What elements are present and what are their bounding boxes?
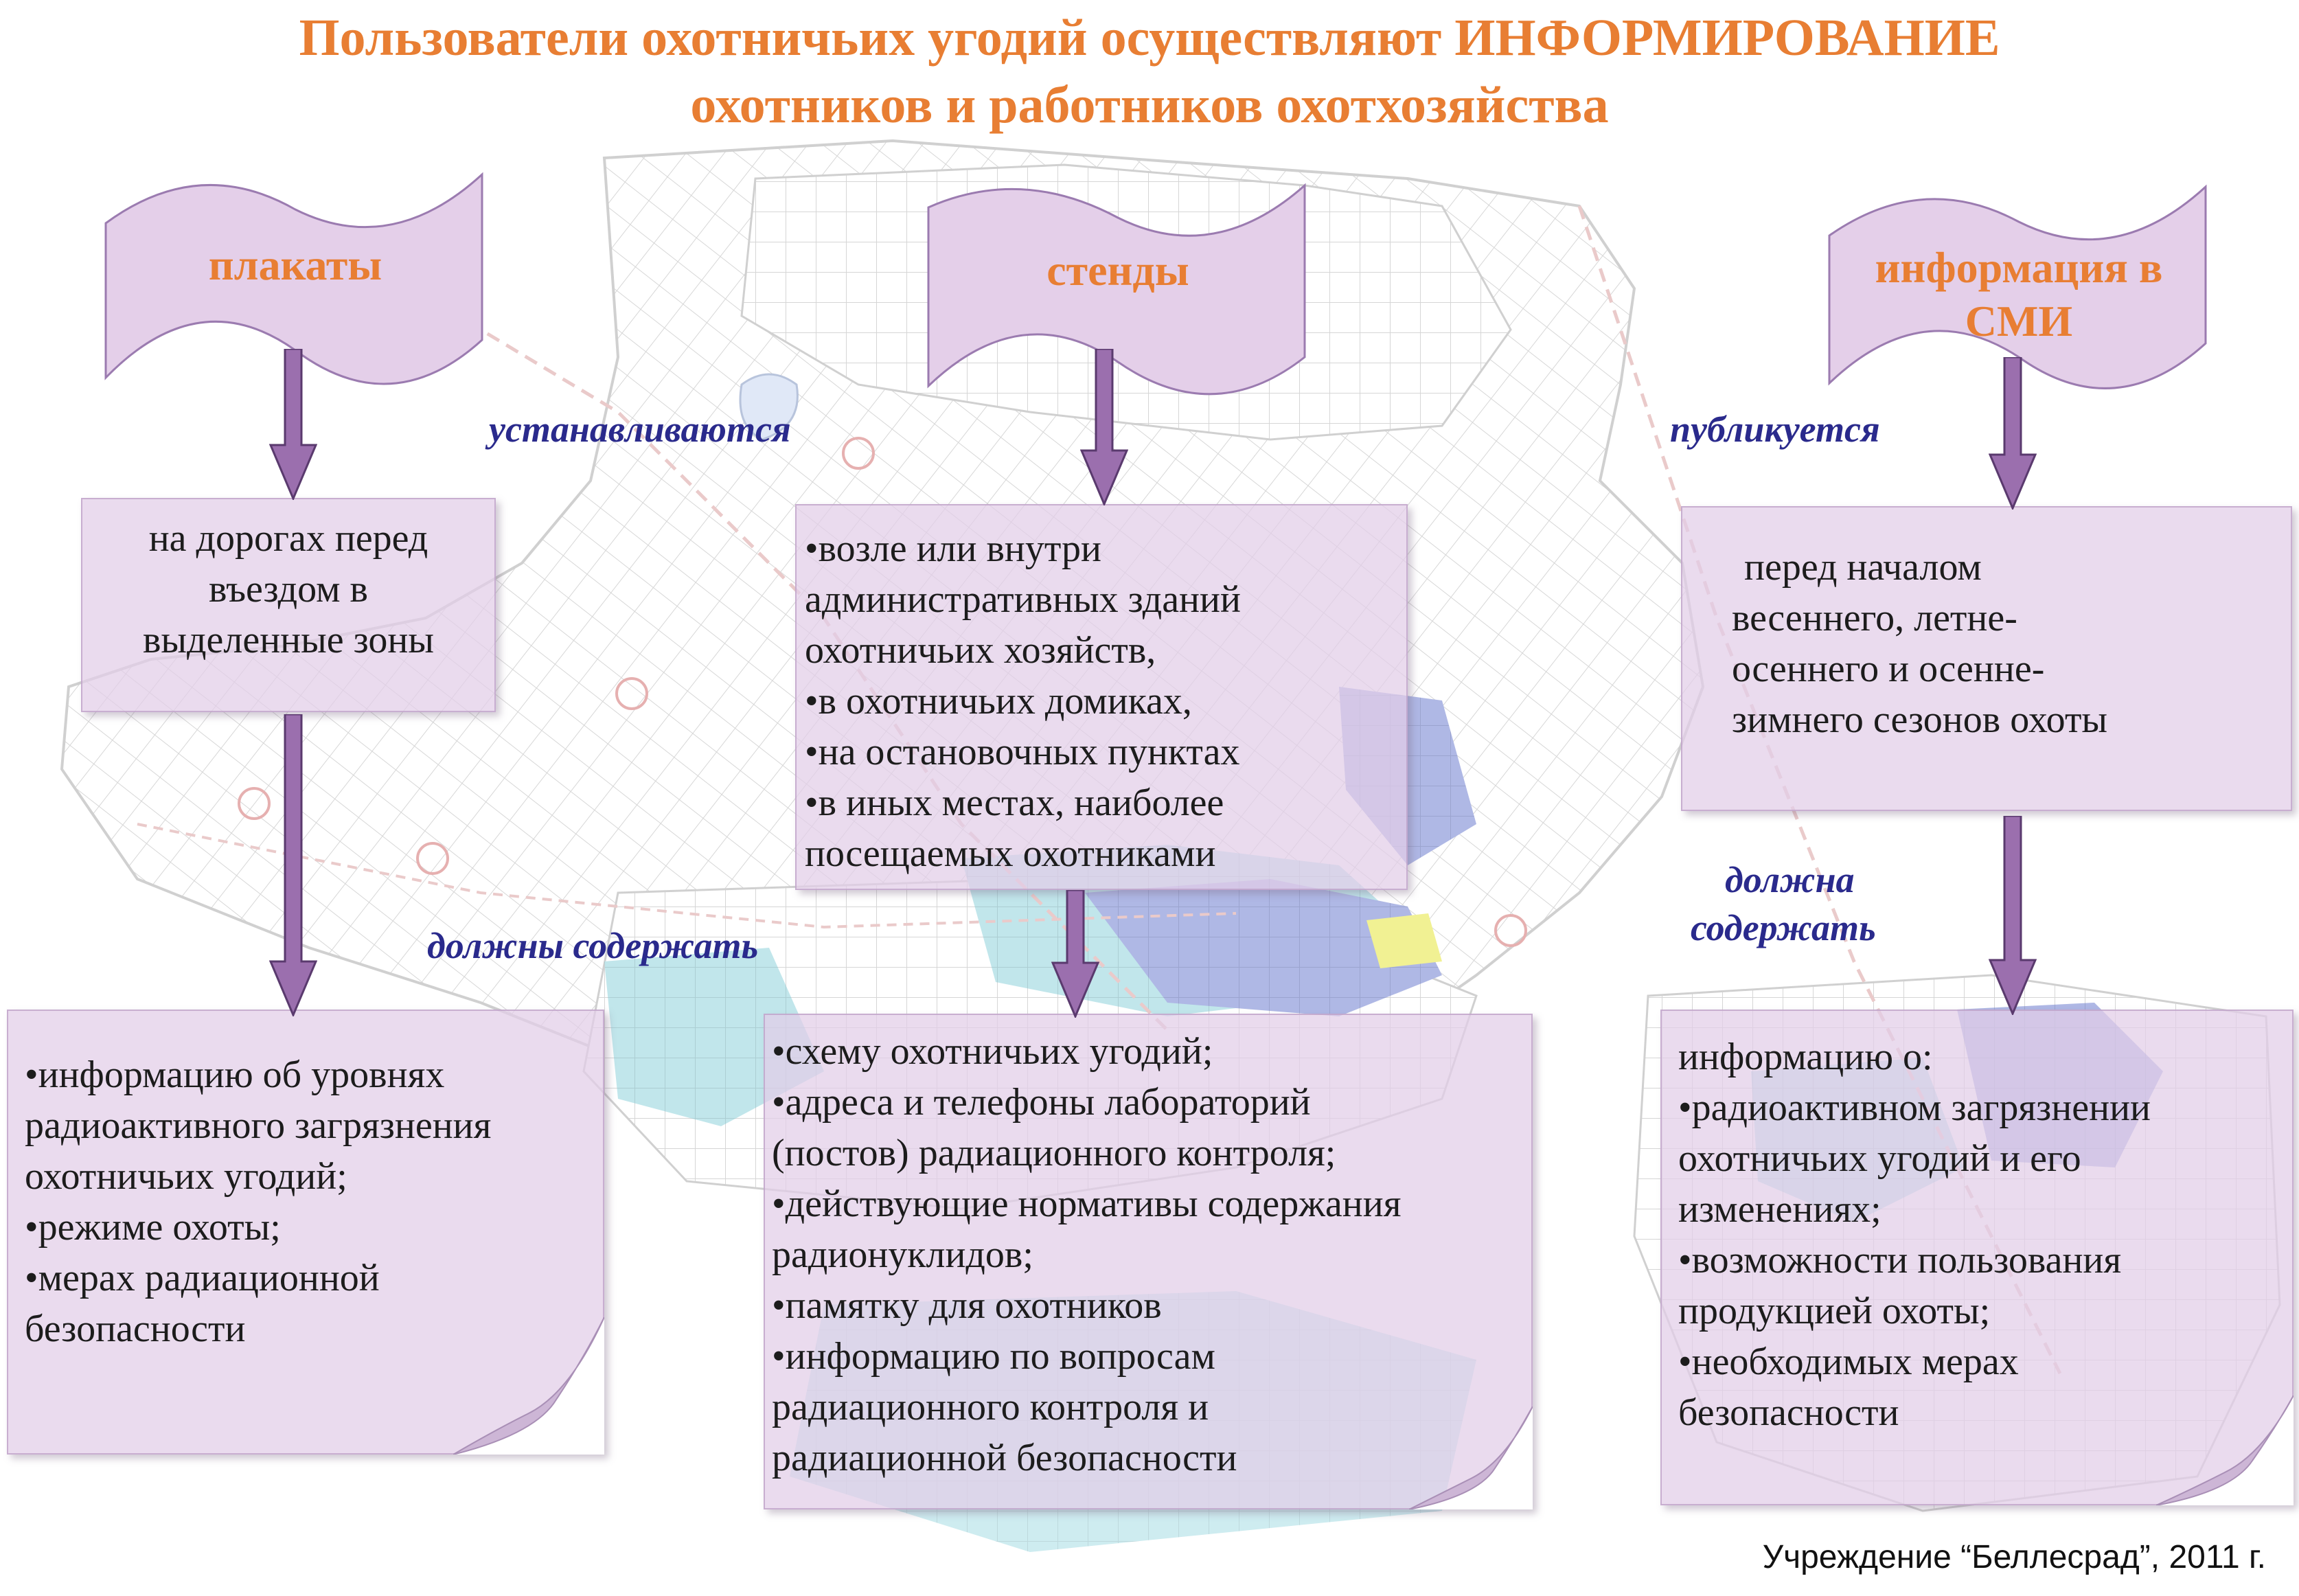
media-timing-line: перед началом xyxy=(1744,546,1982,589)
media-content-line: безопасности xyxy=(1678,1391,1899,1434)
media-content-line: изменениях; xyxy=(1678,1188,1881,1231)
media-content-line: продукцией охоты; xyxy=(1678,1290,1991,1332)
flag-label-media-line-1: информация в xyxy=(1875,243,2163,292)
stands-content-line: радиационного контроля и xyxy=(772,1386,1209,1428)
verb-published: публикуется xyxy=(1670,409,1880,450)
stands-content-line: радиационной безопасности xyxy=(772,1437,1237,1479)
credit-text: Учреждение “Беллесрад”, 2011 г. xyxy=(1762,1539,2266,1575)
stands-content-line: •памятку для охотников xyxy=(772,1284,1162,1327)
verb-must-contain: должны содержать xyxy=(427,925,759,966)
stands-content-line: •информацию по вопросам xyxy=(772,1335,1215,1378)
media-content-line: охотничьих угодий и его xyxy=(1678,1137,2081,1180)
verb-must-contain-media-1: должна xyxy=(1725,859,1855,900)
posters-location-line: въездом в xyxy=(209,568,368,611)
stands-content-line: •адреса и телефоны лабораторий xyxy=(772,1081,1311,1124)
stands-location-line: •на остановочных пунктах xyxy=(805,731,1240,773)
posters-content-line: •мерах радиационной xyxy=(25,1257,380,1299)
stands-location-box xyxy=(795,504,1408,890)
flag-label-media-line-2: СМИ xyxy=(1965,297,2073,345)
posters-content-line: •режиме охоты; xyxy=(25,1206,281,1249)
media-timing-line: осеннего и осенне- xyxy=(1732,648,2045,690)
posters-location-line: на дорогах перед xyxy=(148,517,428,560)
stands-location-line: административных зданий xyxy=(805,578,1241,621)
stands-location-line: охотничьих хозяйств, xyxy=(805,629,1156,672)
stands-content-line: радионуклидов; xyxy=(772,1233,1033,1276)
flag-label-posters: плакаты xyxy=(208,240,382,289)
stands-location-line: посещаемых охотниками xyxy=(805,832,1216,875)
posters-content-box xyxy=(7,1010,604,1455)
media-timing-line: весеннего, летне- xyxy=(1732,597,2017,639)
arrow-down-icon xyxy=(1051,890,1099,1018)
page-curl-icon xyxy=(453,1317,604,1455)
stands-location-line: •возле или внутри xyxy=(805,527,1102,570)
stands-location-line: •в иных местах, наиболее xyxy=(805,782,1224,824)
media-content-line: •радиоактивном загрязнении xyxy=(1678,1086,2151,1129)
posters-content-line: радиоактивного загрязнения xyxy=(25,1104,492,1147)
arrow-down-icon xyxy=(269,714,317,1016)
page-curl-icon xyxy=(2156,1395,2294,1505)
title-line-1: Пользователи охотничьих угодий осуществляют ИНФОРМИРОВАНИЕ xyxy=(299,9,2000,67)
title-line-2: охотников и работников охотхозяйства xyxy=(690,76,1609,134)
flag-label-stands: стенды xyxy=(1046,246,1189,295)
posters-location-line: выделенные зоны xyxy=(142,619,435,661)
arrow-down-icon xyxy=(269,349,317,500)
stands-content-box xyxy=(764,1014,1533,1509)
media-timing-line: зимнего сезонов охоты xyxy=(1732,698,2108,741)
media-content-line: информацию о: xyxy=(1678,1036,1933,1078)
media-timing-box xyxy=(1681,506,2292,811)
verb-installed: устанавливаются xyxy=(489,409,791,450)
stands-content-line: •действующие нормативы содержания xyxy=(772,1183,1402,1225)
page-curl-icon xyxy=(1409,1406,1533,1509)
posters-location-box xyxy=(81,498,496,712)
arrow-down-icon xyxy=(1989,357,2037,510)
posters-content-line: охотничьих угодий; xyxy=(25,1155,347,1198)
stands-location-line: •в охотничьих домиках, xyxy=(805,680,1192,722)
media-content-line: •необходимых мерах xyxy=(1678,1341,2019,1383)
stands-content-line: (постов) радиационного контроля; xyxy=(772,1132,1336,1174)
page-title xyxy=(0,4,2299,139)
media-content-line: •возможности пользования xyxy=(1678,1239,2122,1281)
media-content-box xyxy=(1660,1010,2294,1505)
verb-must-contain-media-2: содержать xyxy=(1691,907,1876,948)
stands-content-line: •схему охотничьих угодий; xyxy=(772,1030,1213,1073)
arrow-down-icon xyxy=(1989,816,2037,1015)
posters-content-line: безопасности xyxy=(25,1308,246,1350)
arrow-down-icon xyxy=(1080,349,1128,505)
posters-content-line: •информацию об уровнях xyxy=(25,1053,445,1096)
